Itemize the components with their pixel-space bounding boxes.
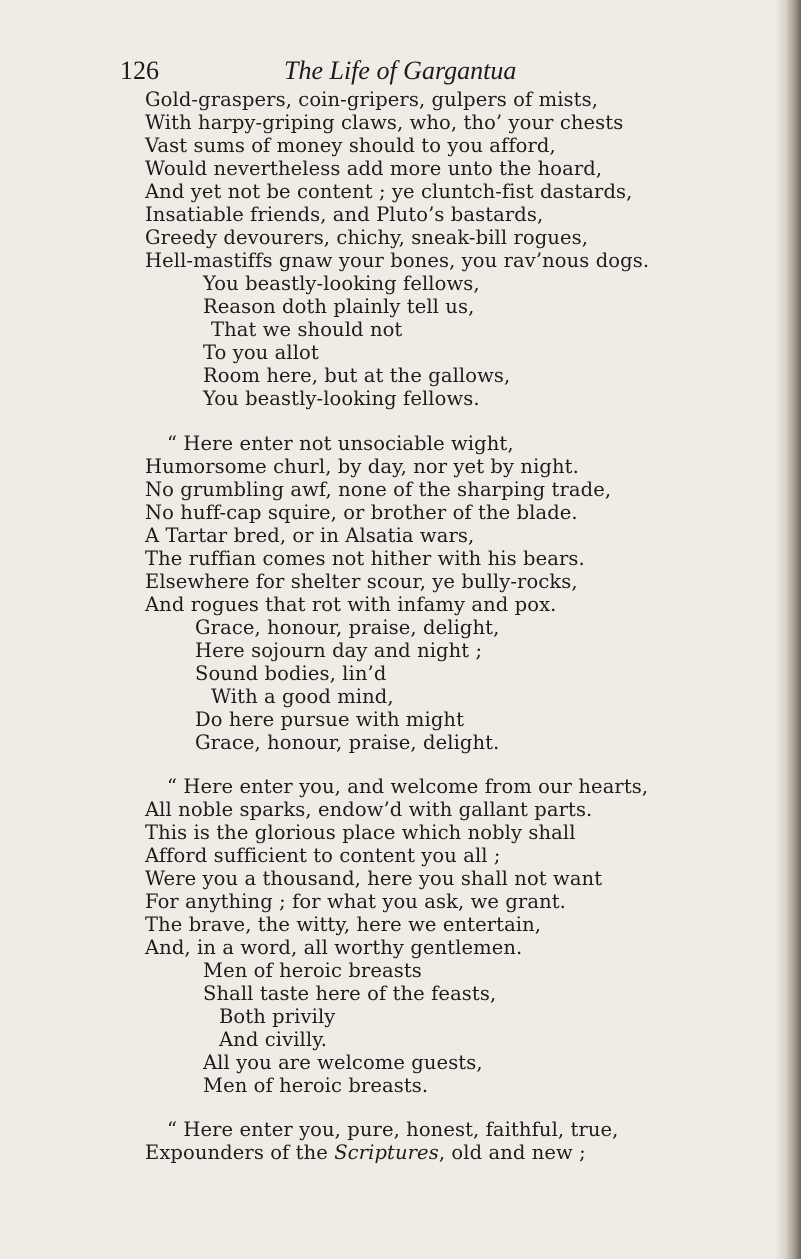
poem-line: Greedy devourers, chichy, sneak-bill rogues, (145, 226, 589, 249)
poem-line: Gold-graspers, coin-gripers, gulpers of mists, (145, 88, 599, 111)
poem-line: Room here, but at the gallows, (203, 364, 511, 387)
poem-line: A Tartar bred, or in Alsatia wars, (145, 524, 475, 547)
poem-line: Afford sufficient to content you all ; (145, 844, 501, 867)
poem-line: To you allot (203, 341, 319, 364)
poem-line: That we should not (211, 318, 403, 341)
poem-line: This is the glorious place which nobly shall (145, 821, 576, 844)
poem-line: Were you a thousand, here you shall not want (145, 867, 603, 890)
poem-line: You beastly-looking fellows, (203, 272, 480, 295)
page-edge-shadow (775, 0, 801, 1259)
poem-line: All noble sparks, endow’d with gallant parts. (145, 798, 593, 821)
poem-line: Insatiable friends, and Pluto’s bastards, (145, 203, 544, 226)
poem-line: No huff-cap squire, or brother of the blade. (145, 501, 578, 524)
poem-line: Humorsome churl, by day, nor yet by night. (145, 455, 579, 478)
poem-line: Hell-mastiffs gnaw your bones, you rav’nous dogs. (145, 249, 650, 272)
poem-line: Vast sums of money should to you afford, (145, 134, 556, 157)
poem-line: And, in a word, all worthy gentlemen. (145, 936, 523, 959)
poem-line: All you are welcome guests, (203, 1051, 483, 1074)
poem-line: “ Here enter you, and welcome from our hearts, (167, 775, 649, 798)
poem-line: Sound bodies, lin’d (195, 662, 387, 685)
poem-line: Would nevertheless add more unto the hoard, (145, 157, 603, 180)
poem-line (145, 1141, 586, 1164)
poem-line: And rogues that rot with infamy and pox. (145, 593, 557, 616)
poem-line: “ Here enter not unsociable wight, (167, 432, 514, 455)
poem-line: Do here pursue with might (195, 708, 465, 731)
poem-line: Grace, honour, praise, delight. (195, 731, 500, 754)
poem-line: Here sojourn day and night ; (195, 639, 483, 662)
page-number: 126 (120, 56, 159, 85)
poem-line: You beastly-looking fellows. (203, 387, 480, 410)
line-text: , old and new ; (438, 1141, 586, 1164)
poem-line: Reason doth plainly tell us, (203, 295, 475, 318)
italic-word: Scriptures (334, 1141, 439, 1164)
running-title: The Life of Gargantua (284, 56, 517, 85)
line-text: Expounders of the (145, 1141, 335, 1164)
poem-line: Grace, honour, praise, delight, (195, 616, 500, 639)
poem-line: The brave, the witty, here we entertain, (145, 913, 542, 936)
poem-line: And civilly. (219, 1028, 328, 1051)
poem-line: The ruffian comes not hither with his bears. (145, 547, 585, 570)
poem-line: And yet not be content ; ye cluntch-fist dastards, (145, 180, 633, 203)
poem-line: “ Here enter you, pure, honest, faithful, true, (167, 1118, 619, 1141)
poem-line: For anything ; for what you ask, we grant. (145, 890, 566, 913)
poem-line: Both privily (219, 1005, 336, 1028)
poem-line: Shall taste here of the feasts, (203, 982, 497, 1005)
poem-line: With harpy-griping claws, who, tho’ your chests (145, 111, 624, 134)
poem-line: Elsewhere for shelter scour, ye bully-rocks, (145, 570, 578, 593)
poem-line: Men of heroic breasts (203, 959, 422, 982)
poem-line: With a good mind, (211, 685, 394, 708)
poem-line: No grumbling awf, none of the sharping trade, (145, 478, 612, 501)
poem-line: Men of heroic breasts. (203, 1074, 429, 1097)
